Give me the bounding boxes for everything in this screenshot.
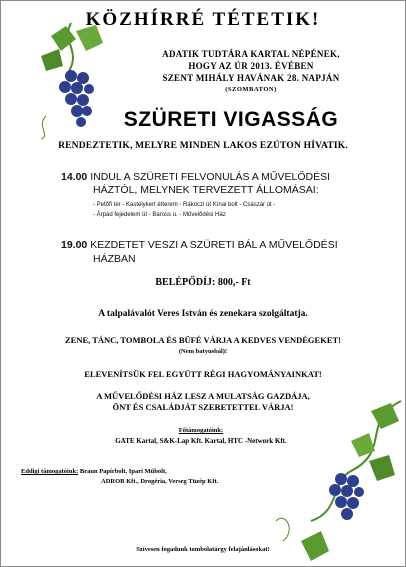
schedule-text-2a: KEZDETET VESZI A SZÜRETI BÁL A MŰVELŐDÉSI [90,239,338,251]
intro-line-3: SZENT MIHÁLY HAVÁNAK 28. NAPJÁN [162,73,340,83]
host-line-2: ÖNT ÉS CSALÁDJÁT SZERETETTEL VÁRJA! [112,402,294,412]
sponsors-list: GATE Kartal, S&K-Lap Kft. Kartal, HTC -Network Kft. [115,437,287,445]
host-line-1: A MŰVELŐDÉSI HÁZ LESZ A MULATSÁG GAZDÁJA, [96,391,310,401]
ticket-price: BELÉPŐDÍJ: 800,- Ft [155,277,251,288]
program-text [1,335,405,357]
supporters-line-1: Braun Papírbolt, Ipari Műbolt, [79,468,167,475]
stations-line-1: - Petőfi tér - Kastélykert étterem - Rákóczi út Kínai bolt - Császár út - [93,202,276,208]
main-sponsors [51,426,351,446]
intro-text [101,48,401,96]
schedule-item-2 [61,239,401,252]
page-title: KÖZHÍRRÉ TÉTETIK! [85,9,321,30]
intro-line-1: ADATIK TUDTÁRA KARTAL NÉPÉNEK, [162,49,340,59]
route-stations [93,200,393,220]
stations-line-2: - Árpád fejedelem út - Baross u. - Művelődési Ház [93,212,226,218]
schedule-time-2: 19.00 [61,239,88,251]
intro-line-4: (SZOMBATON) [225,86,277,93]
schedule-text-2b: HÁZBAN [93,253,136,265]
sponsors-heading: Főtámogatóink: [178,427,224,434]
program-line: ZENE, TÁNC, TOMBOLA ÉS BÜFÉ VÁRJA A KEDVES VENDÉGEKET! [64,335,341,345]
organizer-text: RENDEZTETIK, MELYRE MINDEN LAKOS EZÚTON HÍVATIK. [58,141,348,151]
event-name: SZÜRETI VIGASSÁG [123,108,339,131]
intro-line-2: HOGY AZ ÚR 2013. ÉVÉBEN [188,61,314,71]
supporters-line-2: ADROB Kft., Drogéria, Verseg Tüzép Kft. [101,478,219,485]
footer-note: Szívesen fogadunk tombolatárgy felajánlásokat! [136,546,270,553]
host-text [1,391,405,413]
tradition-text: ELEVENÍTSÜK FEL EGYÜTT RÉGI HAGYOMÁNYAINKAT! [84,369,322,379]
schedule-item-1 [61,171,401,183]
schedule-text-1a: INDUL A SZÜRETI FELVONULÁS A MŰVELŐDÉSI [90,171,331,183]
program-note: (Nem batyusbál)! [178,348,228,355]
supporters [21,467,381,487]
schedule-time-1: 14.00 [61,171,88,183]
music-text: A talpalávalót Veres István és zenekara szolgáltatja. [98,309,308,319]
schedule-text-1b: HÁZTÓL, MELYNEK TERVEZETT ÁLLOMÁSAI: [93,184,319,196]
supporters-label: Eddigi támogatóink: [21,468,79,475]
